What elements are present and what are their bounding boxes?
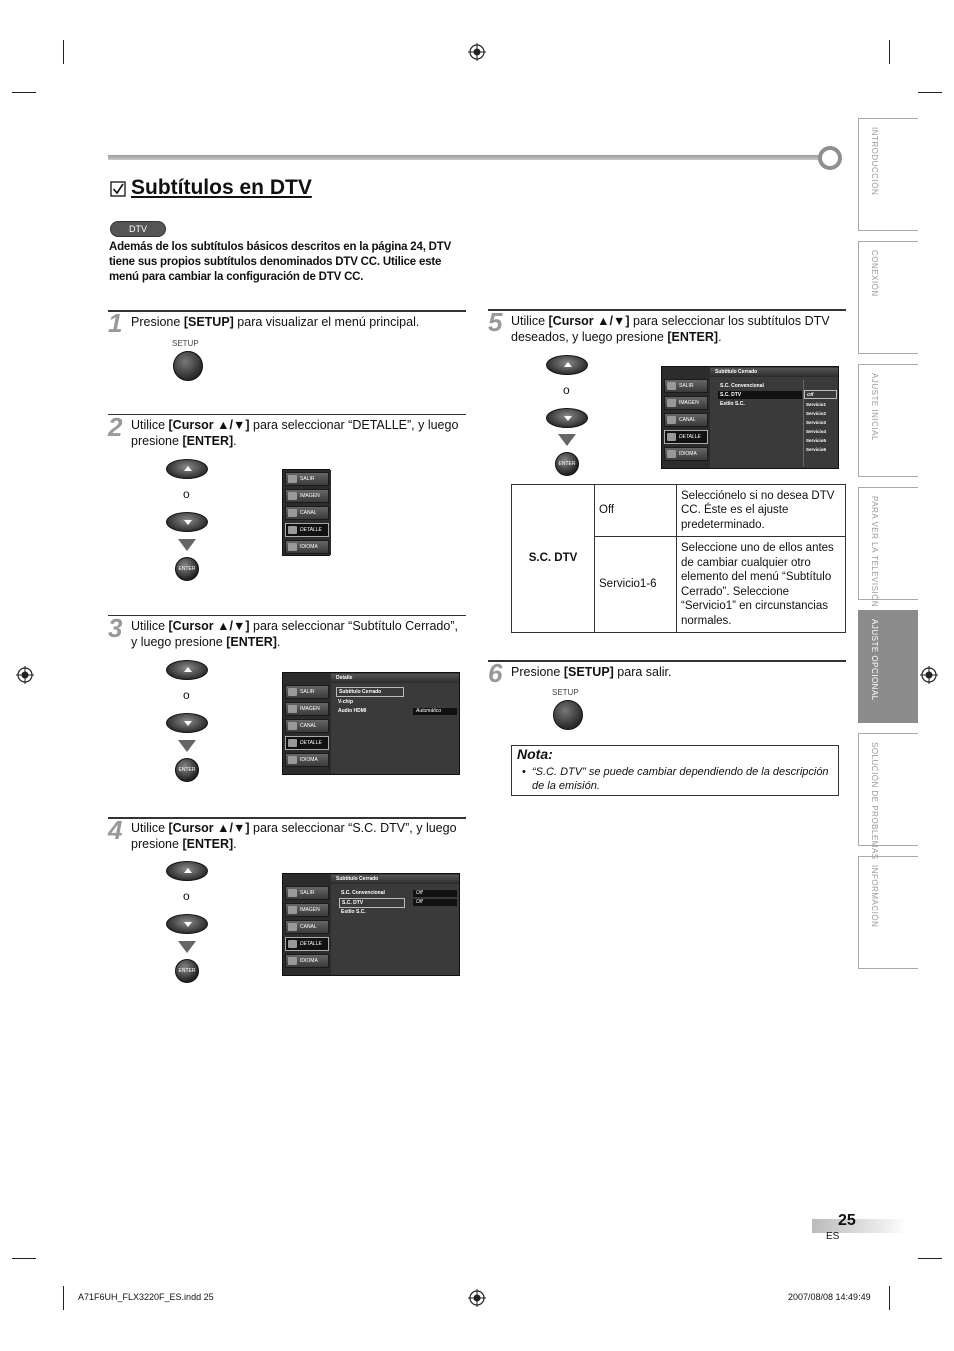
step-6-text: Presione [SETUP] para salir. bbox=[511, 665, 672, 679]
or-label: o bbox=[183, 487, 190, 501]
tv-option: Servicio2 bbox=[806, 411, 827, 416]
cursor-down-button-icon bbox=[546, 408, 588, 428]
footer-file: A71F6UH_FLX3220F_ES.indd 25 bbox=[78, 1292, 214, 1302]
step-number: 1 bbox=[108, 308, 123, 338]
tv-option: Servicio6 bbox=[806, 447, 827, 452]
tab-solucion-de-problemas[interactable] bbox=[858, 733, 918, 860]
step-number: 4 bbox=[108, 815, 123, 845]
crop-mark bbox=[918, 1258, 942, 1259]
tv-menu-row: Estilo S.C. bbox=[720, 401, 745, 407]
tv-option: Servicio3 bbox=[806, 420, 827, 425]
or-label: o bbox=[183, 688, 190, 702]
tab-informacion[interactable] bbox=[858, 856, 918, 969]
step-5-text: Utilice [Cursor ▲/▼] para seleccionar los subtítulos DTV deseados, y luego presione [ENTER]. bbox=[511, 314, 830, 344]
tv-menu-item: CANAL bbox=[664, 413, 708, 427]
cursor-down-button-icon bbox=[166, 713, 208, 733]
tv-menu-row: Estilo S.C. bbox=[341, 909, 366, 915]
step-3-text: Utilice [Cursor ▲/▼] para seleccionar “Subtítulo Cerrado”, y luego presione [ENTER]. bbox=[131, 619, 458, 649]
tab-ajuste-inicial[interactable] bbox=[858, 364, 918, 477]
step-rule bbox=[108, 310, 466, 312]
step-rule bbox=[488, 309, 846, 311]
step-1-text: Presione [SETUP] para visualizar el menú principal. bbox=[131, 315, 420, 329]
cursor-up-button-icon bbox=[166, 459, 208, 479]
tv-menu-subtitulo bbox=[282, 873, 460, 976]
table-option-cell: Servicio1-6 bbox=[595, 537, 677, 633]
tv-menu-row: S.C. Convencional bbox=[720, 383, 764, 389]
tv-menu-item: IDIOMA bbox=[285, 954, 329, 968]
registration-mark-icon bbox=[920, 666, 938, 684]
step-number: 6 bbox=[488, 658, 503, 688]
tv-menu-row: S.C. Convencional bbox=[341, 890, 385, 896]
tv-menu-value: Off bbox=[413, 899, 457, 906]
tab-label: INTRODUCCIÓN bbox=[870, 127, 879, 196]
step-number: 2 bbox=[108, 412, 123, 442]
tv-menu-item: IDIOMA bbox=[285, 540, 329, 554]
step-rule bbox=[108, 615, 466, 616]
tv-menu-item: IDIOMA bbox=[664, 447, 708, 461]
step-4-text: Utilice [Cursor ▲/▼] para seleccionar “S.C. DTV”, y luego presione [ENTER]. bbox=[131, 821, 457, 851]
header-circle bbox=[818, 146, 842, 170]
crop-mark bbox=[63, 40, 64, 64]
tab-conexion[interactable] bbox=[858, 241, 918, 354]
tv-menu-item: IMAGEN bbox=[664, 396, 708, 410]
tv-menu-header: Detalle bbox=[331, 674, 459, 683]
cursor-down-button-icon bbox=[166, 512, 208, 532]
crop-mark bbox=[889, 1286, 890, 1310]
cursor-up-button-icon bbox=[166, 861, 208, 881]
tv-menu-header: Subtítulo Cerrado bbox=[331, 875, 459, 884]
step-number: 5 bbox=[488, 307, 503, 337]
tv-menu-item: CANAL bbox=[285, 506, 329, 520]
step-rule bbox=[108, 817, 466, 819]
tv-option: Servicio1 bbox=[806, 402, 827, 407]
crop-mark bbox=[12, 92, 36, 93]
tv-menu-item-selected: DETALLE bbox=[285, 937, 329, 951]
tv-menu-item: CANAL bbox=[285, 920, 329, 934]
crop-mark bbox=[12, 1258, 36, 1259]
tv-option: Servicio4 bbox=[806, 429, 827, 434]
enter-button-icon: ENTER bbox=[555, 452, 579, 476]
crop-mark bbox=[63, 1286, 64, 1310]
tv-menu-value: Off bbox=[413, 890, 457, 897]
intro-paragraph: Además de los subtítulos básicos descritos en la página 24, DTV tiene sus propios subtítulos denominados DTV CC. Utilice este menú para cambiar la configuración de DTV CC. bbox=[109, 241, 452, 283]
setup-button-icon bbox=[173, 351, 203, 381]
down-arrow-icon bbox=[178, 740, 196, 752]
setup-label: SETUP bbox=[172, 339, 199, 348]
tv-menu-item: SALIR bbox=[285, 886, 329, 900]
tv-menu-item: SALIR bbox=[285, 472, 329, 486]
down-arrow-icon bbox=[178, 539, 196, 551]
page-number: 25 bbox=[838, 1212, 856, 1229]
step-rule bbox=[108, 414, 466, 415]
tv-menu-row-selected: Subtítulo Cerrado bbox=[336, 687, 404, 697]
tab-label: INFORMACIÓN bbox=[870, 865, 879, 928]
note-text: • “S.C. DTV” se puede cambiar dependiendo de la descripción de la emisión. bbox=[522, 765, 832, 793]
tv-menu-item: IDIOMA bbox=[285, 753, 329, 767]
tv-menu-value: Automático bbox=[413, 708, 457, 715]
or-label: o bbox=[183, 889, 190, 903]
or-label: o bbox=[563, 383, 570, 397]
sc-dtv-table bbox=[511, 484, 846, 633]
tv-menu-item-selected: DETALLE bbox=[664, 430, 708, 444]
table-desc-cell: Seleccione uno de ellos antes de cambiar cualquier otro elemento del menú “Subtítulo Cerrado”. Seleccione “Servicio1” en circunstancias normales. bbox=[677, 537, 846, 633]
tv-menu-item: SALIR bbox=[285, 685, 329, 699]
checkbox-icon bbox=[110, 181, 126, 197]
tv-menu-main bbox=[282, 469, 330, 556]
language-code: ES bbox=[826, 1231, 840, 1242]
cursor-up-button-icon bbox=[546, 355, 588, 375]
footer-date: 2007/08/08 14:49:49 bbox=[788, 1292, 871, 1302]
cursor-down-button-icon bbox=[166, 914, 208, 934]
table-label-cell: S.C. DTV bbox=[512, 485, 595, 633]
cursor-up-button-icon bbox=[166, 660, 208, 680]
tv-menu-header: Subtítulo Cerrado bbox=[710, 368, 838, 377]
tv-menu-item: SALIR bbox=[664, 379, 708, 393]
tab-label: SOLUCIÓN DE PROBLEMAS bbox=[870, 742, 879, 860]
tv-menu-row: V-chip bbox=[338, 699, 354, 705]
enter-button-icon: ENTER bbox=[175, 758, 199, 782]
tab-label: CONEXIÓN bbox=[870, 250, 879, 297]
down-arrow-icon bbox=[178, 941, 196, 953]
setup-button-icon bbox=[553, 700, 583, 730]
note-box bbox=[511, 745, 839, 796]
tv-menu-item: IMAGEN bbox=[285, 903, 329, 917]
header-rule bbox=[108, 155, 820, 160]
page-title: Subtítulos en DTV bbox=[131, 176, 312, 199]
setup-label: SETUP bbox=[552, 688, 579, 697]
enter-button-icon: ENTER bbox=[175, 557, 199, 581]
tv-menu-row: Audio HDMI bbox=[338, 708, 367, 714]
tv-menu-detalle bbox=[282, 672, 460, 775]
registration-mark-icon bbox=[16, 666, 34, 684]
note-title: Nota: bbox=[517, 746, 553, 762]
tv-menu-item: CANAL bbox=[285, 719, 329, 733]
tv-menu-item: IMAGEN bbox=[285, 702, 329, 716]
down-arrow-icon bbox=[558, 434, 576, 446]
tv-menu-item-selected: DETALLE bbox=[285, 736, 329, 750]
tv-option: Servicio5 bbox=[806, 438, 827, 443]
enter-button-icon: ENTER bbox=[175, 959, 199, 983]
tab-label: PARA VER LA TELEVISIÓN bbox=[870, 496, 879, 608]
crop-mark bbox=[889, 40, 890, 64]
tab-introduccion[interactable] bbox=[858, 118, 918, 231]
table-option-cell: Off bbox=[595, 485, 677, 537]
table-desc-cell: Selecciónelo si no desea DTV CC. Éste es el ajuste predeterminado. bbox=[677, 485, 846, 537]
table-row bbox=[512, 485, 846, 537]
tab-para-ver-la-television[interactable] bbox=[858, 487, 918, 608]
tab-ajuste-opcional[interactable] bbox=[858, 610, 918, 723]
step-2-text: Utilice [Cursor ▲/▼] para seleccionar “DETALLE”, y luego presione [ENTER]. bbox=[131, 418, 459, 448]
tv-menu-item-selected: DETALLE bbox=[285, 523, 329, 537]
crop-mark bbox=[918, 92, 942, 93]
tv-menu-row-selected: S.C. DTV bbox=[339, 898, 405, 908]
tv-menu-item: IMAGEN bbox=[285, 489, 329, 503]
registration-mark-icon bbox=[468, 43, 486, 61]
tab-label: AJUSTE OPCIONAL bbox=[870, 619, 879, 701]
tv-option-selected: Off bbox=[804, 390, 837, 399]
step-number: 3 bbox=[108, 613, 123, 643]
dtv-badge: DTV bbox=[110, 221, 166, 237]
registration-mark-icon bbox=[468, 1289, 486, 1307]
tv-menu-row-selected: S.C. DTV bbox=[718, 391, 802, 399]
step-rule bbox=[488, 660, 846, 662]
tab-label: AJUSTE INICIAL bbox=[870, 373, 879, 441]
tv-menu-sc-dtv bbox=[661, 366, 839, 469]
